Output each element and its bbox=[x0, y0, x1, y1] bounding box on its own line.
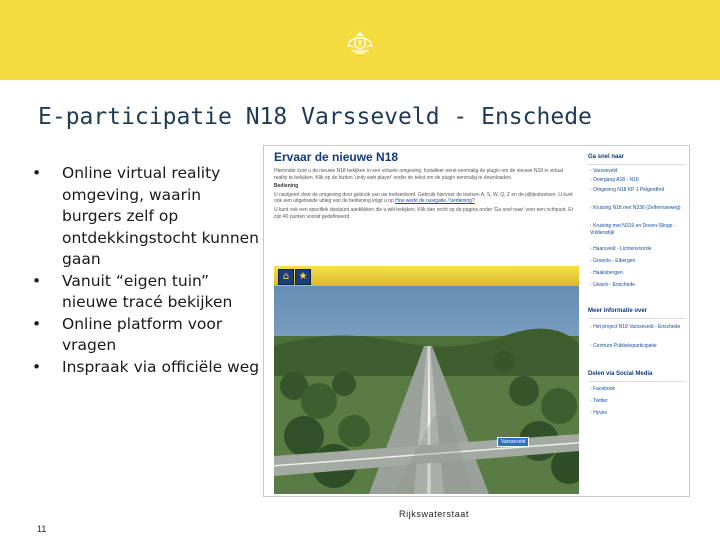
extra-text: U kunt ook een specifiek doelpunt aanklikken die u wilt bekijken. Klik dan recht op de pagina onder 'Ga snel naar' voor een richtpunt. Er zijn 40 punten vooraf gedefinieerd. bbox=[274, 206, 574, 220]
viewer-home-button[interactable] bbox=[278, 269, 294, 285]
bullet-list bbox=[32, 163, 260, 378]
page-number: 11 bbox=[37, 524, 47, 534]
footer-brand: Rijkswaterstaat bbox=[399, 509, 470, 519]
viewer-favorite-button[interactable] bbox=[295, 269, 311, 285]
more-info-heading: Meer informatie over bbox=[588, 308, 648, 314]
bediening-text: U navigeert door de omgeving door gebruik van uw toetsenbord. Gebruik hiervoor de toetsen A, S, W, Q, Z en de pijltjestoetsen. U kunt ook een uitgebreide uitleg van de bediening krijgt u op bbox=[274, 191, 573, 205]
viewer-location-label[interactable]: Varsseveld bbox=[497, 437, 529, 447]
divider bbox=[588, 164, 686, 165]
quick-links-heading: Ga snel naar bbox=[588, 154, 625, 160]
header-bar bbox=[0, 0, 720, 80]
screenshot-heading: Ervaar de nieuwe N18 bbox=[274, 150, 399, 164]
quick-link[interactable]: › Kruising met N319 en Doven-Slinge - Voldersdijk bbox=[590, 223, 686, 236]
social-heading: Delen via Social Media bbox=[588, 371, 653, 377]
coat-of-arms-icon bbox=[346, 30, 374, 56]
social-link-hyves[interactable]: › Hyves bbox=[590, 410, 686, 417]
screenshot-body-text bbox=[274, 168, 574, 222]
quick-link[interactable]: › Overgang A18 - N18 bbox=[590, 177, 686, 184]
quick-link[interactable]: › Haaksbergen bbox=[590, 270, 686, 277]
screenshot-copyright: Copyright © 2008 Rijkswaterstaat bbox=[274, 488, 341, 493]
quick-link[interactable]: › Groenlo - Eibergen bbox=[590, 258, 686, 265]
slide-title: E-participatie N18 Varsseveld - Enschede bbox=[38, 104, 592, 130]
quick-link[interactable]: › Kruising N18 met N336 (Zelhemseweg) bbox=[590, 205, 686, 212]
road-scene-image bbox=[274, 266, 579, 494]
viewer-toolbar bbox=[274, 266, 579, 286]
bullet-item: • Online platform voor vragen bbox=[32, 314, 260, 357]
divider bbox=[588, 318, 686, 319]
quick-link[interactable]: › Varsseveld bbox=[590, 168, 686, 175]
bullet-item: • Vanuit “eigen tuin” nieuwe tracé bekijken bbox=[32, 271, 260, 314]
social-link-twitter[interactable]: › Twitter bbox=[590, 398, 686, 405]
screenshot-sidebar bbox=[584, 146, 689, 496]
bediening-label: Bediening bbox=[274, 183, 299, 190]
quick-link[interactable]: › Haarsveld - Lichtenvoorde bbox=[590, 246, 686, 253]
virtual-reality-viewer[interactable] bbox=[274, 266, 579, 494]
quick-link[interactable]: › Usselo - Enschede bbox=[590, 282, 686, 289]
star-icon: ★ bbox=[298, 271, 308, 282]
bullet-item: • Inspraak via officiële weg bbox=[32, 357, 260, 379]
quick-link[interactable]: › Omgeving N18 KP 1 Pelgerdhof bbox=[590, 187, 686, 194]
home-icon: ⌂ bbox=[282, 271, 290, 282]
social-link-facebook[interactable]: › Facebook bbox=[590, 386, 686, 393]
website-screenshot bbox=[263, 145, 690, 497]
intro-text: Hieronder kunt u de nieuwe N18 bekijken in een virtuele omgeving. Installeer eerst eenmalig de plugin om de nieuwe N18 in virtual reality te bekijken. Klik op de button 'unity web player' onder de tekst om de plugin eenmalig te downloaden. bbox=[274, 168, 564, 181]
bullet-item: • Online virtual reality omgeving, waarin burgers zelf op ontdekkingstocht kunnen gaan bbox=[32, 163, 260, 271]
divider bbox=[588, 381, 686, 382]
info-link[interactable]: › Centrum Publieksparticipatie bbox=[590, 343, 686, 350]
screenshot-main-column bbox=[264, 146, 580, 496]
navigation-help-link[interactable]: Hoe werkt de navigatie / bediening? bbox=[395, 198, 475, 205]
info-link[interactable]: › Het project N18 Varsseveld - Enschede bbox=[590, 324, 686, 331]
